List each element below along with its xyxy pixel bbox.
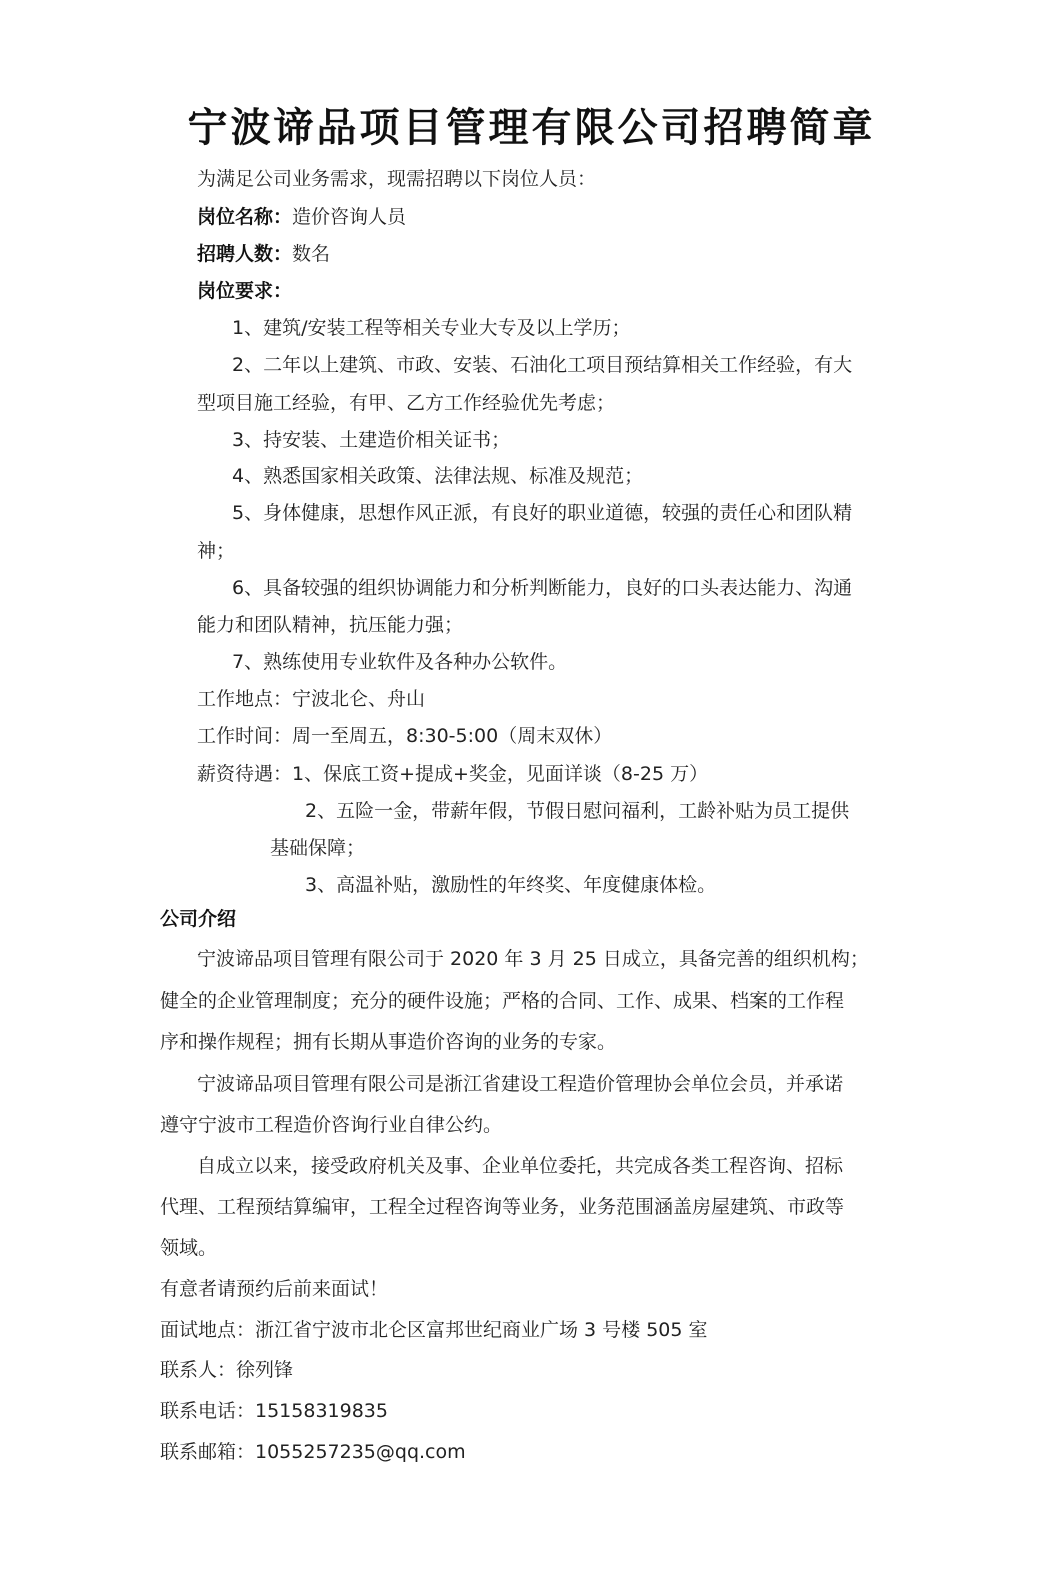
requirement-6-line-2: 能力和团队精神，抗压能力强； <box>197 614 464 636</box>
company-para-3-line-2: 代理、工程预结算编审，工程全过程咨询等业务，业务范围涵盖房屋建筑、市政等 <box>160 1196 845 1218</box>
contact-person: 联系人：徐列锋 <box>160 1359 294 1381</box>
headcount-row <box>197 241 330 267</box>
interview-invite: 有意者请预约后前来面试！ <box>160 1278 389 1300</box>
position-label: 岗位名称： <box>197 206 293 228</box>
headcount-label: 招聘人数： <box>197 243 293 265</box>
salary-item-3: 3、高温补贴，激励性的年终奖、年度健康体检。 <box>305 874 717 896</box>
company-para-1-line-2: 健全的企业管理制度；充分的硬件设施；严格的合同、工作、成果、档案的工作程 <box>160 990 845 1012</box>
work-time: 工作时间：周一至周五，8:30-5:00（周末双休） <box>197 725 613 747</box>
salary-item-2-line-2: 基础保障； <box>270 837 366 859</box>
requirement-2-line-1: 2、二年以上建筑、市政、安装、石油化工项目预结算相关工作经验，有大 <box>232 354 853 376</box>
company-para-3-line-1: 自成立以来，接受政府机关及事、企业单位委托，共完成各类工程咨询、招标 <box>197 1155 844 1177</box>
requirement-1: 1、建筑/安装工程等相关专业大专及以上学历； <box>232 317 631 339</box>
work-location: 工作地点：宁波北仑、舟山 <box>197 688 426 710</box>
requirement-4: 4、熟悉国家相关政策、法律法规、标准及规范； <box>232 465 644 487</box>
company-para-2-line-1: 宁波谛品项目管理有限公司是浙江省建设工程造价管理协会单位会员，并承诺 <box>197 1073 844 1095</box>
salary-item-1: 薪资待遇：1、保底工资+提成+奖金，见面详谈（8-25 万） <box>197 763 709 785</box>
company-para-2-line-2: 遵守宁波市工程造价咨询行业自律公约。 <box>160 1114 503 1136</box>
requirement-3: 3、持安装、土建造价相关证书； <box>232 429 511 451</box>
position-value: 造价咨询人员 <box>292 206 407 228</box>
headcount-value: 数名 <box>292 243 331 265</box>
company-para-1-line-1: 宁波谛品项目管理有限公司于 2020 年 3 月 25 日成立，具备完善的组织机构； <box>197 948 869 970</box>
intro-text: 为满足公司业务需求，现需招聘以下岗位人员： <box>197 168 597 190</box>
requirement-7: 7、熟练使用专业软件及各种办公软件。 <box>232 651 568 673</box>
requirement-2-line-2: 型项目施工经验，有甲、乙方工作经验优先考虑； <box>197 392 616 414</box>
requirement-5-line-2: 神； <box>197 540 236 562</box>
requirement-6-line-1: 6、具备较强的组织协调能力和分析判断能力，良好的口头表达能力、沟通 <box>232 577 853 599</box>
requirements-heading: 岗位要求： <box>197 280 293 302</box>
contact-phone: 联系电话：15158319835 <box>160 1400 388 1422</box>
interview-address: 面试地点：浙江省宁波市北仑区富邦世纪商业广场 3 号楼 505 室 <box>160 1319 708 1341</box>
requirement-5-line-1: 5、身体健康，思想作风正派，有良好的职业道德，较强的责任心和团队精 <box>232 502 853 524</box>
company-para-1-line-3: 序和操作规程；拥有长期从事造价咨询的业务的专家。 <box>160 1031 617 1053</box>
salary-item-2-line-1: 2、五险一金，带薪年假，节假日慰问福利，工龄补贴为员工提供 <box>305 800 850 822</box>
contact-email: 联系邮箱：1055257235@qq.com <box>160 1441 466 1463</box>
position-row <box>197 204 406 230</box>
company-para-3-line-3: 领域。 <box>160 1237 218 1259</box>
company-heading: 公司介绍 <box>160 908 237 930</box>
page-title: 宁波谛品项目管理有限公司招聘简章 <box>187 104 876 151</box>
